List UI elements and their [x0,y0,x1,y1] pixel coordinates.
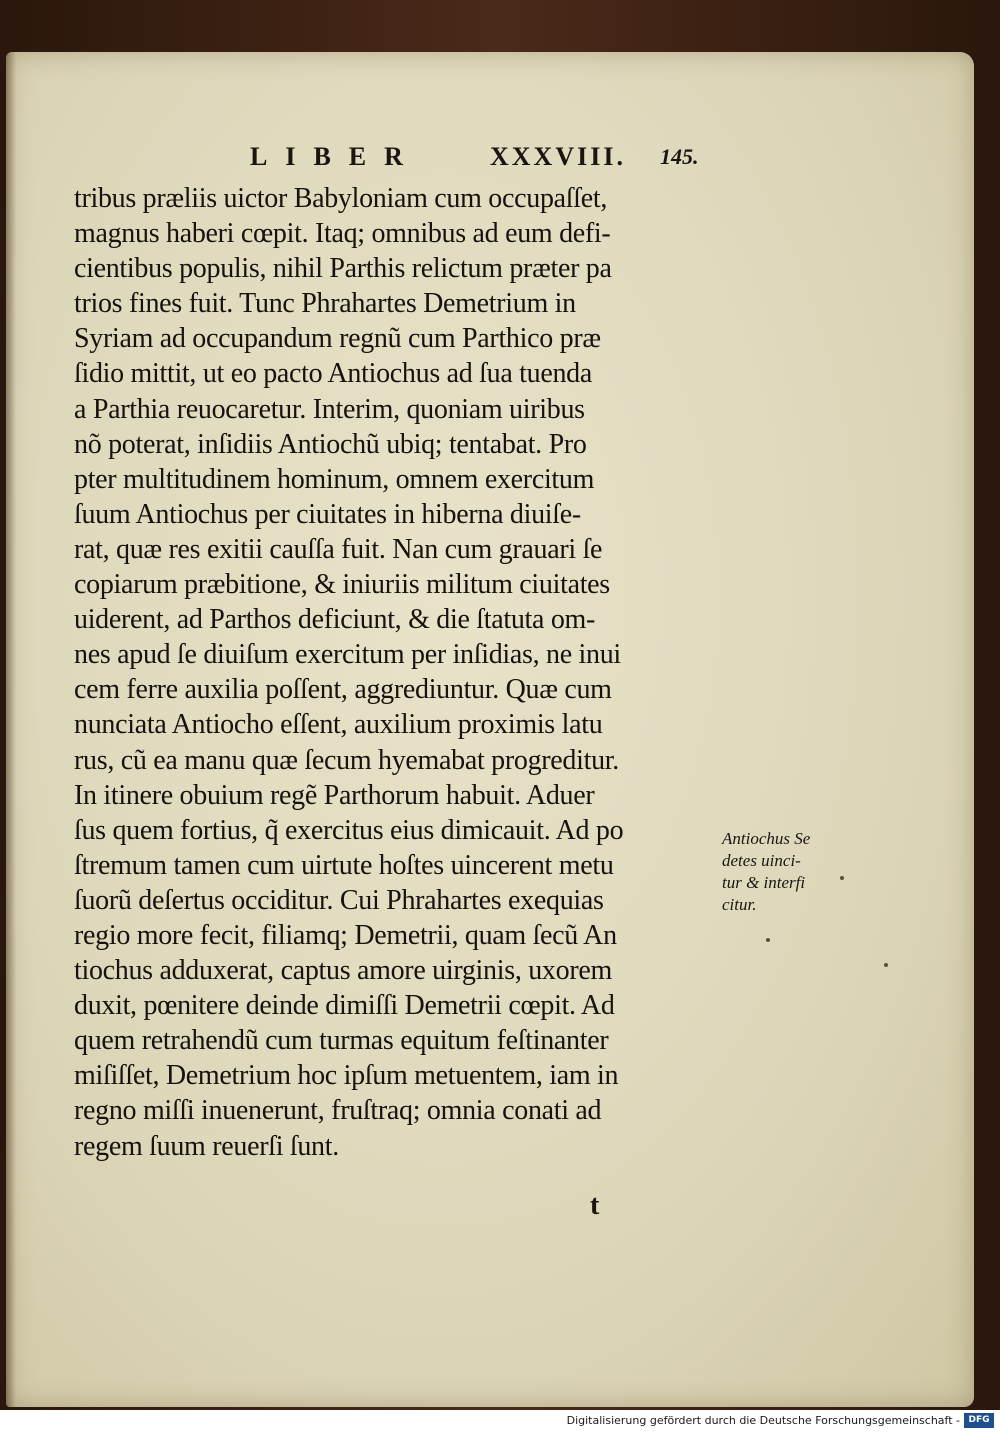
text-line: ſuum Antiochus per ciuitates in hiberna diuiſe- [74,498,581,530]
text-line: rus, cũ ea manu quæ ſecum hyemabat progreditur. [74,744,619,776]
text-line: copiarum præbitione, & iniuriis militum ciuitates [74,569,610,601]
signature-mark: t [590,1190,600,1221]
ink-speck [766,938,770,942]
folio-number: 145. [660,144,699,169]
running-head-book-number: XXXVIII. [490,142,626,171]
text-line: miſiſſet, Demetrium hoc ipſum metuentem, iam in [74,1060,619,1092]
dfg-logo: DFG [964,1413,994,1428]
text-line: duxit, pœnitere deinde dimiſſi Demetrii cœpit. Ad [74,990,615,1022]
text-line: tribus præliis uictor Babyloniam cum occupaſſet, [74,183,608,214]
body-text [74,181,724,1164]
text-line: Syriam ad occupandum regnũ cum Parthico præ [74,323,601,355]
ink-speck [840,876,844,880]
text-line: quem retrahendũ cum turmas equitum feſtinanter [74,1025,609,1057]
text-line: magnus haberi cœpit. Itaq; omnibus ad eum defi- [74,218,611,250]
marginal-note-line: detes uinci- [722,851,801,870]
text-line: a Parthia reuocaretur. Interim, quoniam uiribus [74,393,585,425]
text-line: regio more fecit, filiamq; Demetrii, quam ſecũ An [74,919,617,951]
marginal-note [722,828,852,916]
text-line: cientibus populis, nihil Parthis relictum præter pa [74,253,612,285]
funding-credit: Digitalisierung gefördert durch die Deutsche Forschungsgemeinschaft - [566,1414,960,1427]
text-line: ſtremum tamen cum uirtute hoſtes uincerent metu [74,849,614,881]
text-line: regno miſſi inuenerunt, fruſtraq; omnia conati ad [74,1095,602,1127]
text-line: trios fines fuit. Tunc Phrahartes Demetrium in [74,288,576,320]
text-line: ſuorũ deſertus occiditur. Cui Phrahartes exequias [74,884,604,916]
text-line: regem ſuum reuerſi ſunt. [74,1130,339,1162]
text-line: pter multitudinem hominum, omnem exercitum [74,463,595,495]
text-line: uiderent, ad Parthos deficiunt, & die ſtatuta om- [74,604,596,636]
text-line: ſidio mittit, ut eo pacto Antiochus ad ſua tuenda [74,358,592,390]
text-line: In itinere obuium regẽ Parthorum habuit. Aduer [74,779,595,811]
marginal-note-line: citur. [722,895,757,914]
marginal-note-line: Antiochus Se [722,829,811,848]
text-line: nõ poterat, inſidiis Antiochũ ubiq; tentabat. Pro [74,428,587,460]
text-line: cem ferre auxilia poſſent, aggrediuntur. Quæ cum [74,674,612,706]
text-line: nunciata Antiocho eſſent, auxilium proximis latu [74,709,603,741]
text-line: tiochus adduxerat, captus amore uirginis, uxorem [74,955,612,987]
page-gutter-shadow [6,52,16,1407]
text-line: rat, quæ res exitii cauſſa fuit. Nan cum grauari ſe [74,533,603,565]
digitization-footer [0,1410,1000,1432]
running-head [0,142,1000,172]
ink-speck [884,963,888,967]
marginal-note-line: tur & interfi [722,873,806,892]
running-head-title: LIBER [250,142,421,171]
text-line: nes apud ſe diuiſum exercitum per inſidias, ne inui [74,639,621,671]
text-line: ſus quem fortius, q̃ exercitus eius dimicauit. Ad po [74,814,624,846]
